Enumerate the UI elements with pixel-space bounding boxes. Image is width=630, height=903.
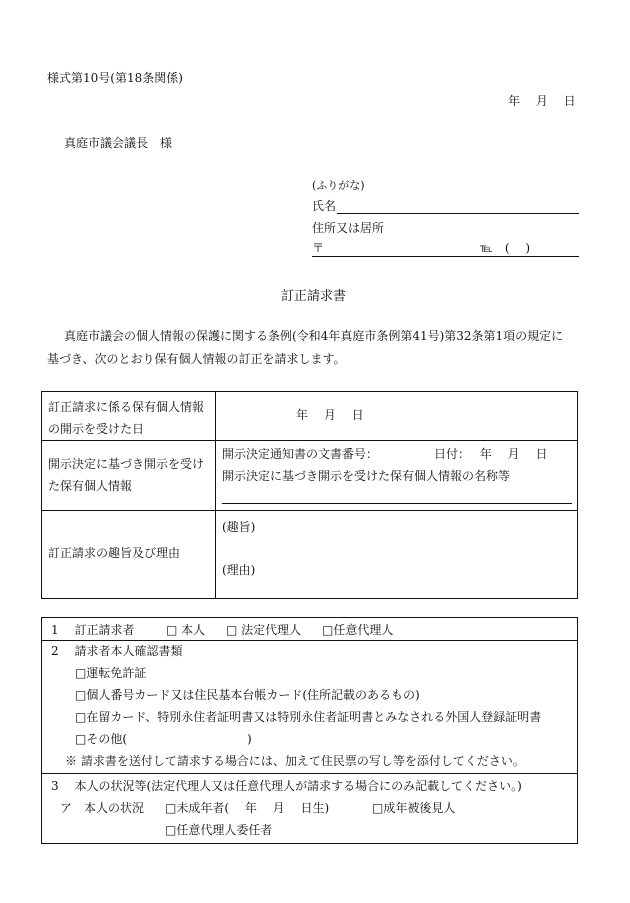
id-other-checkbox[interactable]: □その他( ) — [75, 732, 252, 746]
furigana-label: (ふりがな) — [312, 179, 365, 192]
intro-line-2: 基づき、次のとおり保有個人情報の訂正を請求します。 — [47, 352, 346, 366]
doc-date-label: 日付： 年 月 日 — [434, 447, 548, 461]
requester-info-table — [41, 617, 578, 844]
disclosed-info-value-cell[interactable] — [216, 441, 578, 511]
purpose-reason-value-cell[interactable] — [216, 511, 578, 599]
reason-label: (理由) — [222, 563, 256, 577]
disclosure-date-value-cell[interactable] — [216, 392, 578, 441]
section-3-sub-label: ア 本人の状況 — [60, 801, 145, 815]
section-2-label: 2 請求者本人確認書類 — [51, 644, 183, 658]
disclosure-date-label-cell — [42, 392, 216, 441]
option-voluntary-agent-checkbox[interactable]: □任意代理人 — [322, 623, 394, 637]
date-line: 年 月 日 — [508, 94, 576, 108]
id-drivers-license-checkbox[interactable]: □運転免許証 — [75, 666, 147, 680]
section-2-cell — [42, 641, 578, 774]
option-legal-agent-checkbox[interactable]: □ 法定代理人 — [226, 623, 302, 637]
section-1-label: 1 訂正請求者 — [51, 623, 135, 637]
disclosure-date-value: 年 月 日 — [296, 408, 364, 422]
addressee: 真庭市議会議長 様 — [64, 136, 173, 150]
status-ward-checkbox[interactable]: □成年被後見人 — [372, 801, 456, 815]
tel-label: ℡ ( ) — [480, 241, 531, 255]
status-delegator-checkbox[interactable]: □任意代理人委任者 — [165, 823, 273, 837]
purpose-reason-label: 訂正請求の趣旨及び理由 — [48, 546, 181, 560]
address-label: 住所又は居所 — [312, 221, 385, 235]
id-mynumber-card-checkbox[interactable]: □個人番号カード又は住民基本台帳カード(住所記載のあるもの) — [75, 688, 420, 702]
option-self-checkbox[interactable]: □ 本人 — [166, 623, 206, 637]
disclosed-info-label-cell — [42, 441, 216, 511]
address-underline[interactable] — [312, 256, 579, 257]
purpose-reason-label-cell — [42, 511, 216, 599]
postal-mark: 〒 — [312, 241, 325, 255]
document-title: 訂正請求書 — [281, 289, 347, 304]
disclosed-info-label-1: 開示決定に基づき開示を受け — [48, 457, 205, 471]
status-minor-checkbox[interactable]: □未成年者( 年 月 日生) — [165, 801, 330, 815]
disclosed-info-name-label: 開示決定に基づき開示を受けた保有個人情報の名称等 — [222, 469, 511, 483]
name-underline[interactable] — [337, 213, 579, 214]
section-3-label: 3 本人の状況等(法定代理人又は任意代理人が請求する場合にのみ記載してください。) — [51, 779, 522, 793]
section-1-cell — [42, 618, 578, 641]
form-number: 様式第10号(第18条関係) — [47, 71, 183, 85]
disclosure-date-label-2: の開示を受けた日 — [48, 422, 145, 436]
section-2-note: ※ 請求書を送付して請求する場合には、加えて住民票の写し等を添付してください。 — [65, 754, 525, 768]
disclosed-info-label-2: た保有個人情報 — [48, 479, 133, 493]
disclosure-date-label-1: 訂正請求に係る保有個人情報 — [48, 400, 205, 414]
section-3-cell — [42, 774, 578, 844]
request-details-table — [41, 391, 578, 599]
disclosed-info-name-underline[interactable] — [222, 503, 572, 504]
name-label: 氏名 — [312, 199, 337, 213]
doc-number-label: 開示決定通知書の文書番号： — [222, 447, 379, 461]
id-residence-card-checkbox[interactable]: □在留カード、特別永住者証明書又は特別永住者証明書とみなされる外国人登録証明書 — [75, 710, 542, 724]
intro-line-1: 真庭市議会の個人情報の保護に関する条例(令和4年真庭市条例第41号)第32条第1項の規定に — [64, 329, 564, 343]
purpose-label: (趣旨) — [222, 520, 256, 534]
